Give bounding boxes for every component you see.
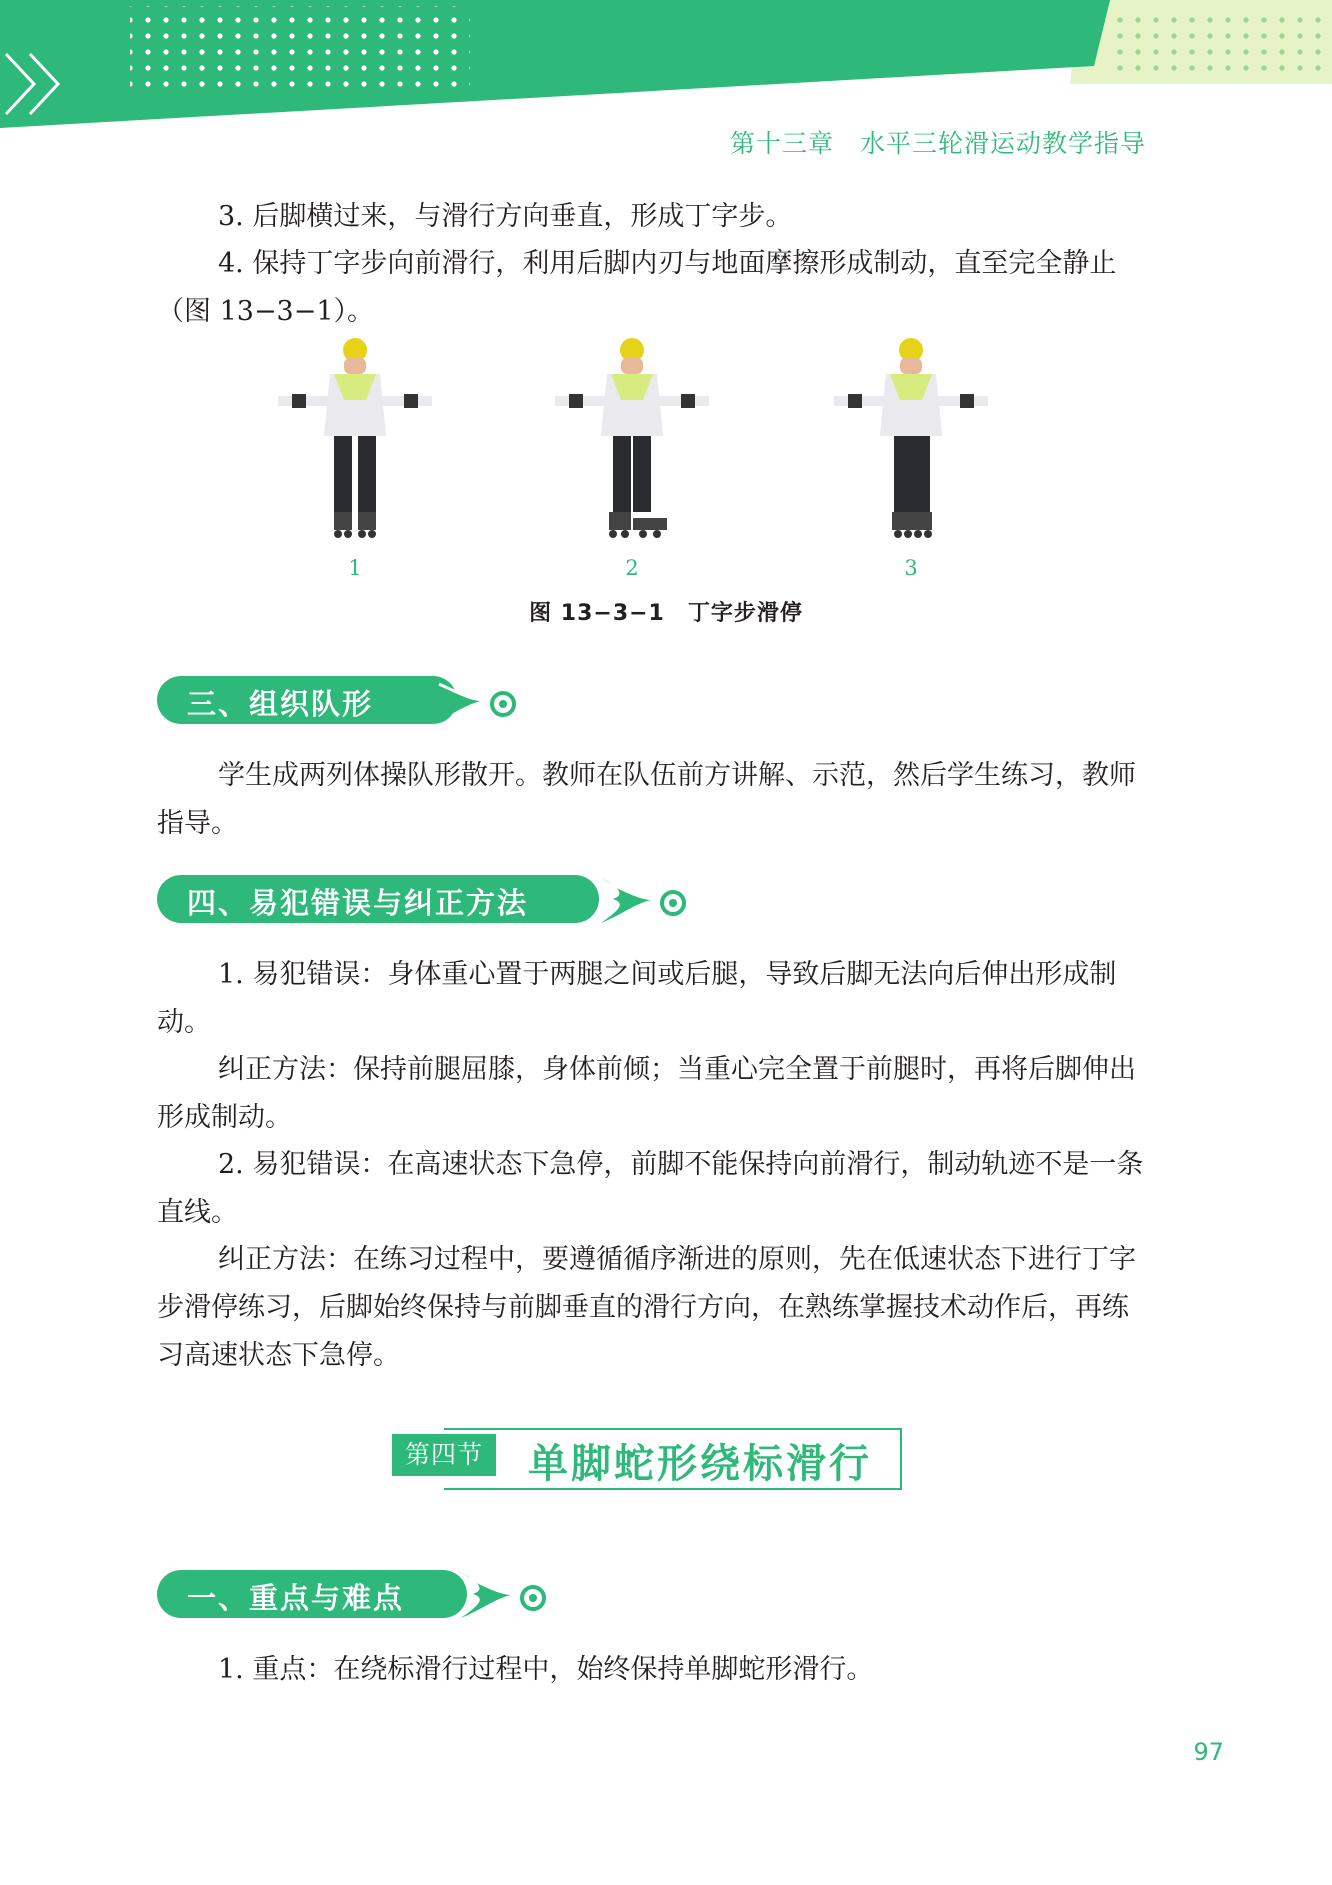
chapter-header — [730, 124, 1146, 160]
lesson-title-text: 单脚蛇形绕标滑行 — [528, 1441, 872, 1487]
heading-text: 三、组织队形 — [187, 687, 374, 721]
chapter-number: 第十三章 — [729, 129, 834, 158]
figure-caption: 图 13−3−1 丁字步滑停 — [529, 601, 803, 626]
section-heading-formation — [157, 676, 517, 724]
correction-2-text: 纠正方法：在练习过程中，要遵循循序渐进的原则，先在低速状态下进行丁字步滑停练习，后脚始终保持与前脚垂直的滑行方向，在熟练掌握技术动作后，再练习高速状态下急停。 — [157, 1244, 1136, 1371]
lesson-title — [392, 1428, 932, 1488]
heading-text: 四、易犯错误与纠正方法 — [187, 886, 529, 920]
error-1-text: 1. 易犯错误：身体重心置于两腿之间或后腿，导致后脚无法向后伸出形成制动。 — [157, 959, 1117, 1038]
section-1-text: 1. 重点：在绕标滑行过程中，始终保持单脚蛇形滑行。 — [218, 1654, 874, 1685]
wing-target-icon — [595, 869, 695, 929]
top-banner — [0, 0, 1332, 130]
skater-photo-1 — [270, 336, 440, 546]
skater-figure — [270, 336, 1030, 586]
step-3-text: 3. 后脚横过来，与滑行方向垂直，形成丁字步。 — [218, 201, 793, 232]
heading-text: 一、重点与难点 — [187, 1581, 405, 1615]
figure-label-2: 2 — [625, 556, 639, 580]
figure-label-1: 1 — [348, 556, 362, 580]
section-3-text: 学生成两列体操队形散开。教师在队伍前方讲解、示范，然后学生练习，教师指导。 — [157, 760, 1136, 839]
section-heading-key-points — [157, 1570, 517, 1618]
chapter-title: 水平三轮滑运动教学指导 — [859, 129, 1146, 158]
page-number: 97 — [1193, 1738, 1224, 1766]
correction-1-text: 纠正方法：保持前腿屈膝，身体前倾；当重心完全置于前腿时，再将后脚伸出形成制动。 — [157, 1054, 1136, 1133]
section-heading-errors — [157, 875, 529, 923]
step-4-text: 4. 保持丁字步向前滑行，利用后脚内刃与地面摩擦形成制动，直至完全静止（图 13−3−1）。 — [157, 248, 1117, 327]
figure-label-3: 3 — [904, 556, 918, 580]
wing-target-icon — [425, 670, 525, 730]
skater-photo-2 — [547, 336, 717, 546]
error-2-text: 2. 易犯错误：在高速状态下急停，前脚不能保持向前滑行，制动轨迹不是一条直线。 — [157, 1149, 1144, 1228]
skater-photo-3 — [826, 336, 996, 546]
lesson-tag: 第四节 — [392, 1434, 496, 1476]
wing-target-icon — [455, 1564, 555, 1624]
